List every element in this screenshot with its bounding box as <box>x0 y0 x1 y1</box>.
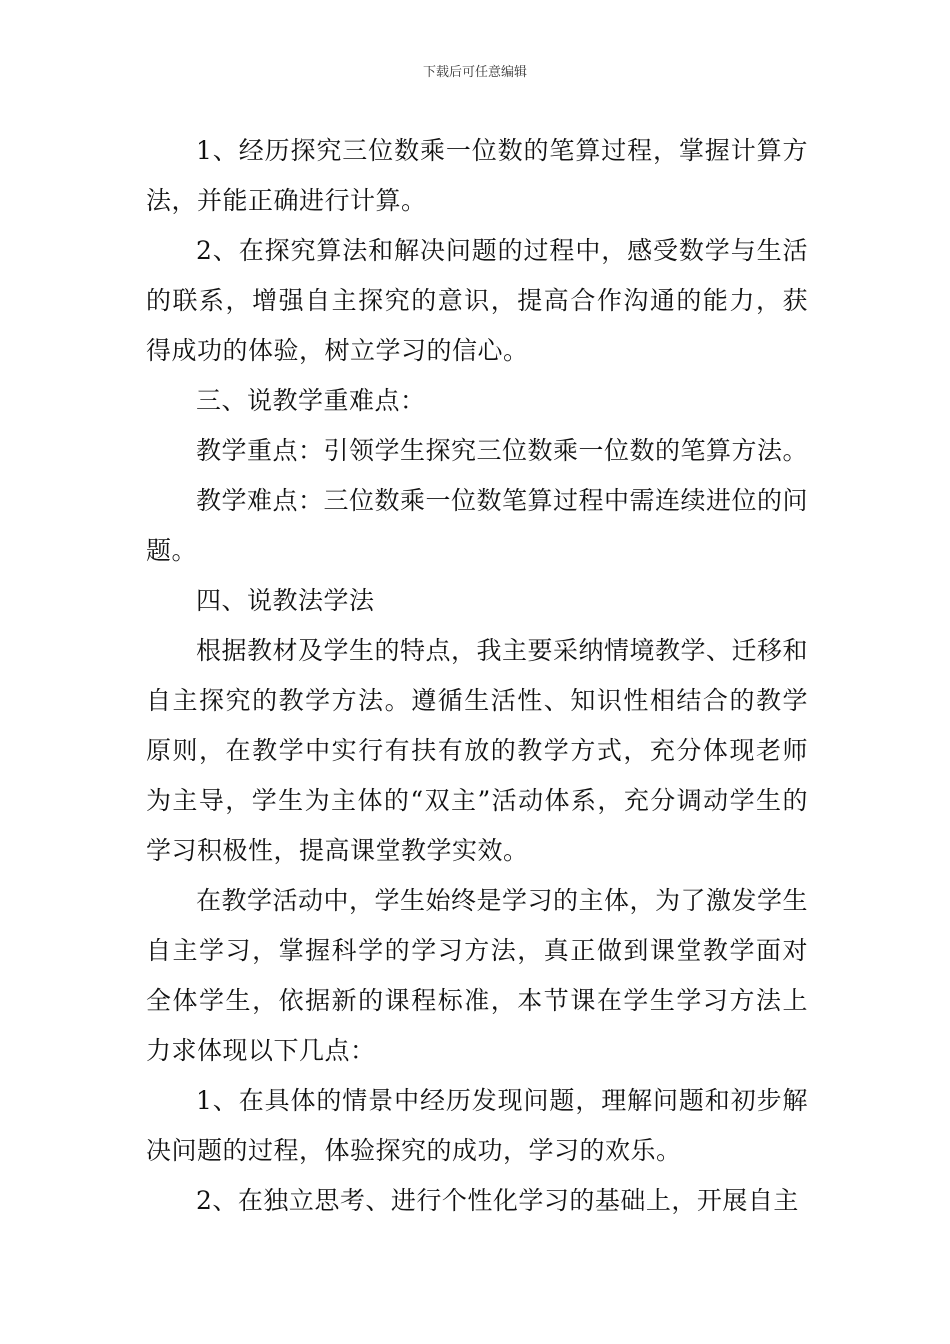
paragraph-teaching-methods: 根据教材及学生的特点，我主要采纳情境教学、迁移和自主探究的教学方法。遵循生活性、知识性相结合的教学原则，在教学中实行有扶有放的教学方式，充分体现老师为主导，学生为主体的“双主”活动体系，充分调动学生的学习积极性，提高课堂教学实效。 <box>146 636 809 865</box>
paragraph-difficult-point: 教学难点：三位数乘一位数笔算过程中需连续进位的问题。 <box>146 486 809 565</box>
section-heading-methods: 四、说教法学法 <box>196 586 375 615</box>
paragraph-objective-2: 2、在探究算法和解决问题的过程中，感受数学与生活的联系，增强自主探究的意识，提高合作沟通的能力，获得成功的体验，树立学习的信心。 <box>146 236 808 365</box>
paragraph-key-point: 教学重点：引领学生探究三位数乘一位数的笔算方法。 <box>196 436 809 465</box>
page-header-note: 下载后可任意编辑 <box>422 65 527 80</box>
section-heading-key-points: 三、说教学重难点： <box>196 386 426 415</box>
paragraph-learning-point-2: 2、在独立思考、进行个性化学习的基础上，开展自主 <box>196 1186 799 1215</box>
paragraph-learning-methods: 在教学活动中，学生始终是学习的主体，为了激发学生自主学习，掌握科学的学习方法，真正做到课堂教学面对全体学生，依据新的课程标准，本节课在学生学习方法上力求体现以下几点： <box>146 886 809 1065</box>
paragraph-objective-1: 1、经历探究三位数乘一位数的笔算过程，掌握计算方法，并能正确进行计算。 <box>146 136 808 215</box>
document-body <box>146 126 808 1226</box>
paragraph-learning-point-1: 1、在具体的情景中经历发现问题，理解问题和初步解决问题的过程，体验探究的成功，学习的欢乐。 <box>146 1086 808 1165</box>
